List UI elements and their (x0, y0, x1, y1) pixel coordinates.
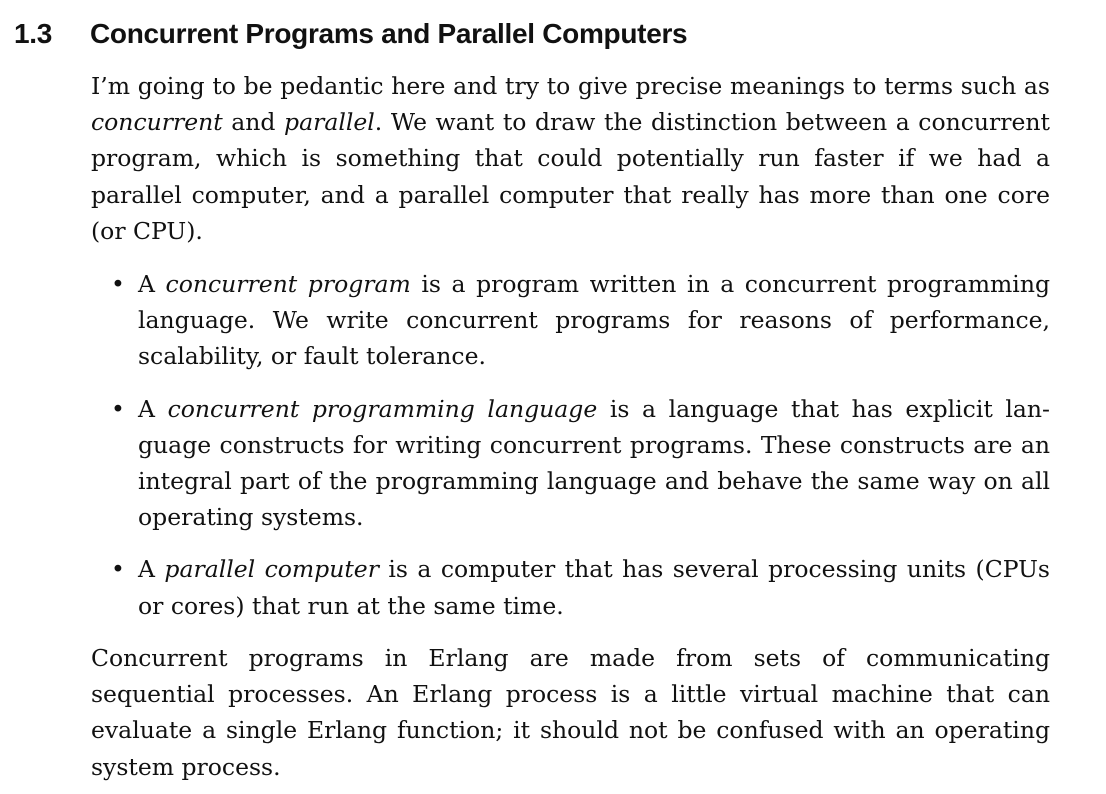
bullet-text: is a language that has explicit language constructs for writing concurrent programs. These constructs are an integral part of the programming language and behave the same way on all operating systems. (138, 394, 1050, 532)
bullet-marker: • (111, 555, 125, 584)
bullet-text: is a computer that has several processing units (CPUs or cores) that run at the same time. (138, 555, 1050, 620)
intro-text-1: I’m going to be pedantic here and try to give precise meanings to terms such as (91, 72, 1050, 100)
definition-list (91, 266, 1050, 640)
intro-term-parallel: parallel (284, 108, 375, 137)
bullet-text: is a program written in a concurrent programming language. We write concurrent programs for reasons of performance, scalability, or fault tolerance. (138, 270, 1051, 371)
intro-text-3: . We want to draw the distinction between a concurrent program, which is something that could potentially run faster if we had a parallel computer, and a parallel computer that really has more than one core (or CPU). (91, 108, 1050, 245)
intro-paragraph (91, 68, 1050, 249)
section-number: 1.3 (14, 18, 53, 49)
bullet-lead: A (138, 394, 168, 423)
list-item (91, 266, 1050, 375)
section-heading (14, 14, 1074, 54)
bullet-lead: A (138, 270, 166, 298)
bullet-marker: • (111, 270, 125, 298)
section-title: Concurrent Programs and Parallel Computers (90, 18, 688, 49)
bullet-marker: • (111, 394, 125, 423)
bullet-lead: A (138, 555, 165, 584)
closing-paragraph: Concurrent programs in Erlang are made from sets of communicating sequential processes. An Erlang process is a little virtual machine that can evaluate a single Erlang function; it should not be confused with an operating system process. (91, 644, 1050, 781)
bullet-term: concurrent program (165, 270, 411, 298)
bullet-term: parallel computer (164, 555, 379, 584)
intro-term-concurrent: concurrent (91, 108, 223, 137)
list-item (91, 391, 1050, 536)
intro-text-2: and (222, 108, 285, 137)
list-item (91, 551, 1050, 623)
bullet-term: concurrent programming language (167, 394, 598, 423)
